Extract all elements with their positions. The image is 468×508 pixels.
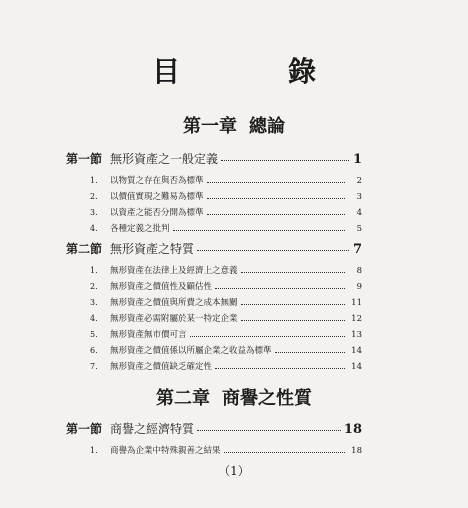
toc-section-entry (66, 420, 362, 437)
item-title: 無形資產之價值係以所屬企業之收益為標準 (110, 346, 272, 356)
item-number: 1. (90, 446, 98, 455)
toc-item-entry (90, 312, 362, 324)
section-title: 商譽之經濟特質 (110, 422, 195, 436)
item-title: 以物質之存在與否為標準 (110, 176, 204, 186)
page-number: 1 (352, 152, 362, 167)
dot-leader (215, 288, 345, 289)
page-number: 18 (351, 446, 362, 456)
item-title: 各種定義之批判 (110, 224, 170, 234)
toc-item-entry (90, 264, 362, 276)
dot-leader (224, 452, 345, 453)
section-title: 無形資產之一般定義 (110, 152, 219, 166)
toc-section-entry (66, 240, 362, 257)
chapter-heading (0, 112, 468, 138)
item-title: 無形資產之價值缺乏確定性 (110, 362, 213, 372)
page-number: 11 (351, 298, 362, 308)
toc-item-entry (90, 280, 362, 292)
page-number: 8 (356, 266, 362, 276)
page-number: 13 (351, 330, 362, 340)
toc-item-entry (90, 174, 362, 186)
chapter-number: 第二章 (156, 388, 210, 409)
item-number: 1. (90, 176, 98, 185)
page-title: 目 錄 (151, 55, 356, 88)
page-number: 14 (351, 362, 362, 372)
section-number: 第一節 (66, 152, 103, 166)
item-number: 1. (90, 266, 98, 275)
dot-leader (190, 336, 345, 337)
item-title: 無形資產之價值與所費之成本無關 (110, 298, 238, 308)
dot-leader (275, 352, 345, 353)
page-number: 3 (356, 192, 362, 202)
chapter-heading (0, 384, 468, 410)
page-number: 2 (356, 176, 362, 186)
item-title: 無形資產無市價可言 (110, 330, 187, 340)
toc-item-entry (90, 328, 362, 340)
item-number: 3. (90, 298, 98, 307)
item-number: 5. (90, 330, 98, 339)
item-title: 無形資產必需附屬於某一特定企業 (110, 314, 238, 324)
dot-leader (241, 304, 345, 305)
toc-item-entry (90, 444, 362, 456)
item-number: 7. (90, 362, 98, 371)
item-number: 6. (90, 346, 98, 355)
dot-leader (207, 214, 345, 215)
page-number: 12 (351, 314, 362, 324)
chapter-number: 第一章 (183, 116, 237, 137)
page-number: 7 (352, 242, 362, 257)
section-number: 第一節 (66, 422, 103, 436)
dot-leader (241, 320, 345, 321)
item-number: 4. (90, 224, 98, 233)
dot-leader (207, 198, 345, 199)
page-number: 18 (343, 422, 362, 437)
item-title: 以價值實現之難易為標準 (110, 192, 204, 202)
toc-item-entry (90, 206, 362, 218)
dot-leader (207, 182, 345, 183)
page-number: 9 (356, 282, 362, 292)
dot-leader (215, 368, 345, 369)
toc-item-entry (90, 222, 362, 234)
dot-leader (173, 230, 345, 231)
page-footer-number: （1） (218, 464, 250, 478)
toc-item-entry (90, 344, 362, 356)
chapter-title: 總論 (249, 116, 285, 137)
item-number: 3. (90, 208, 98, 217)
page-number: 4 (356, 208, 362, 218)
dot-leader (241, 272, 345, 273)
item-title: 無形資產之價值性及顧估性 (110, 282, 213, 292)
toc-section-entry (66, 150, 362, 167)
item-number: 4. (90, 314, 98, 323)
item-title: 以資產之能否分開為標準 (110, 208, 204, 218)
toc-item-entry (90, 360, 362, 372)
toc-item-entry (90, 190, 362, 202)
chapter-title: 商譽之性質 (222, 388, 312, 409)
item-title: 商譽為企業中特殊親善之結果 (110, 446, 221, 456)
page-number: 14 (351, 346, 362, 356)
item-number: 2. (90, 192, 98, 201)
section-number: 第二節 (66, 242, 103, 256)
dot-leader (197, 430, 341, 431)
page-number: 5 (356, 224, 362, 234)
section-title: 無形資產之特質 (110, 242, 195, 256)
dot-leader (221, 160, 349, 161)
item-title: 無形資產在法律上及經濟上之意義 (110, 266, 238, 276)
toc-item-entry (90, 296, 362, 308)
dot-leader (197, 250, 349, 251)
item-number: 2. (90, 282, 98, 291)
